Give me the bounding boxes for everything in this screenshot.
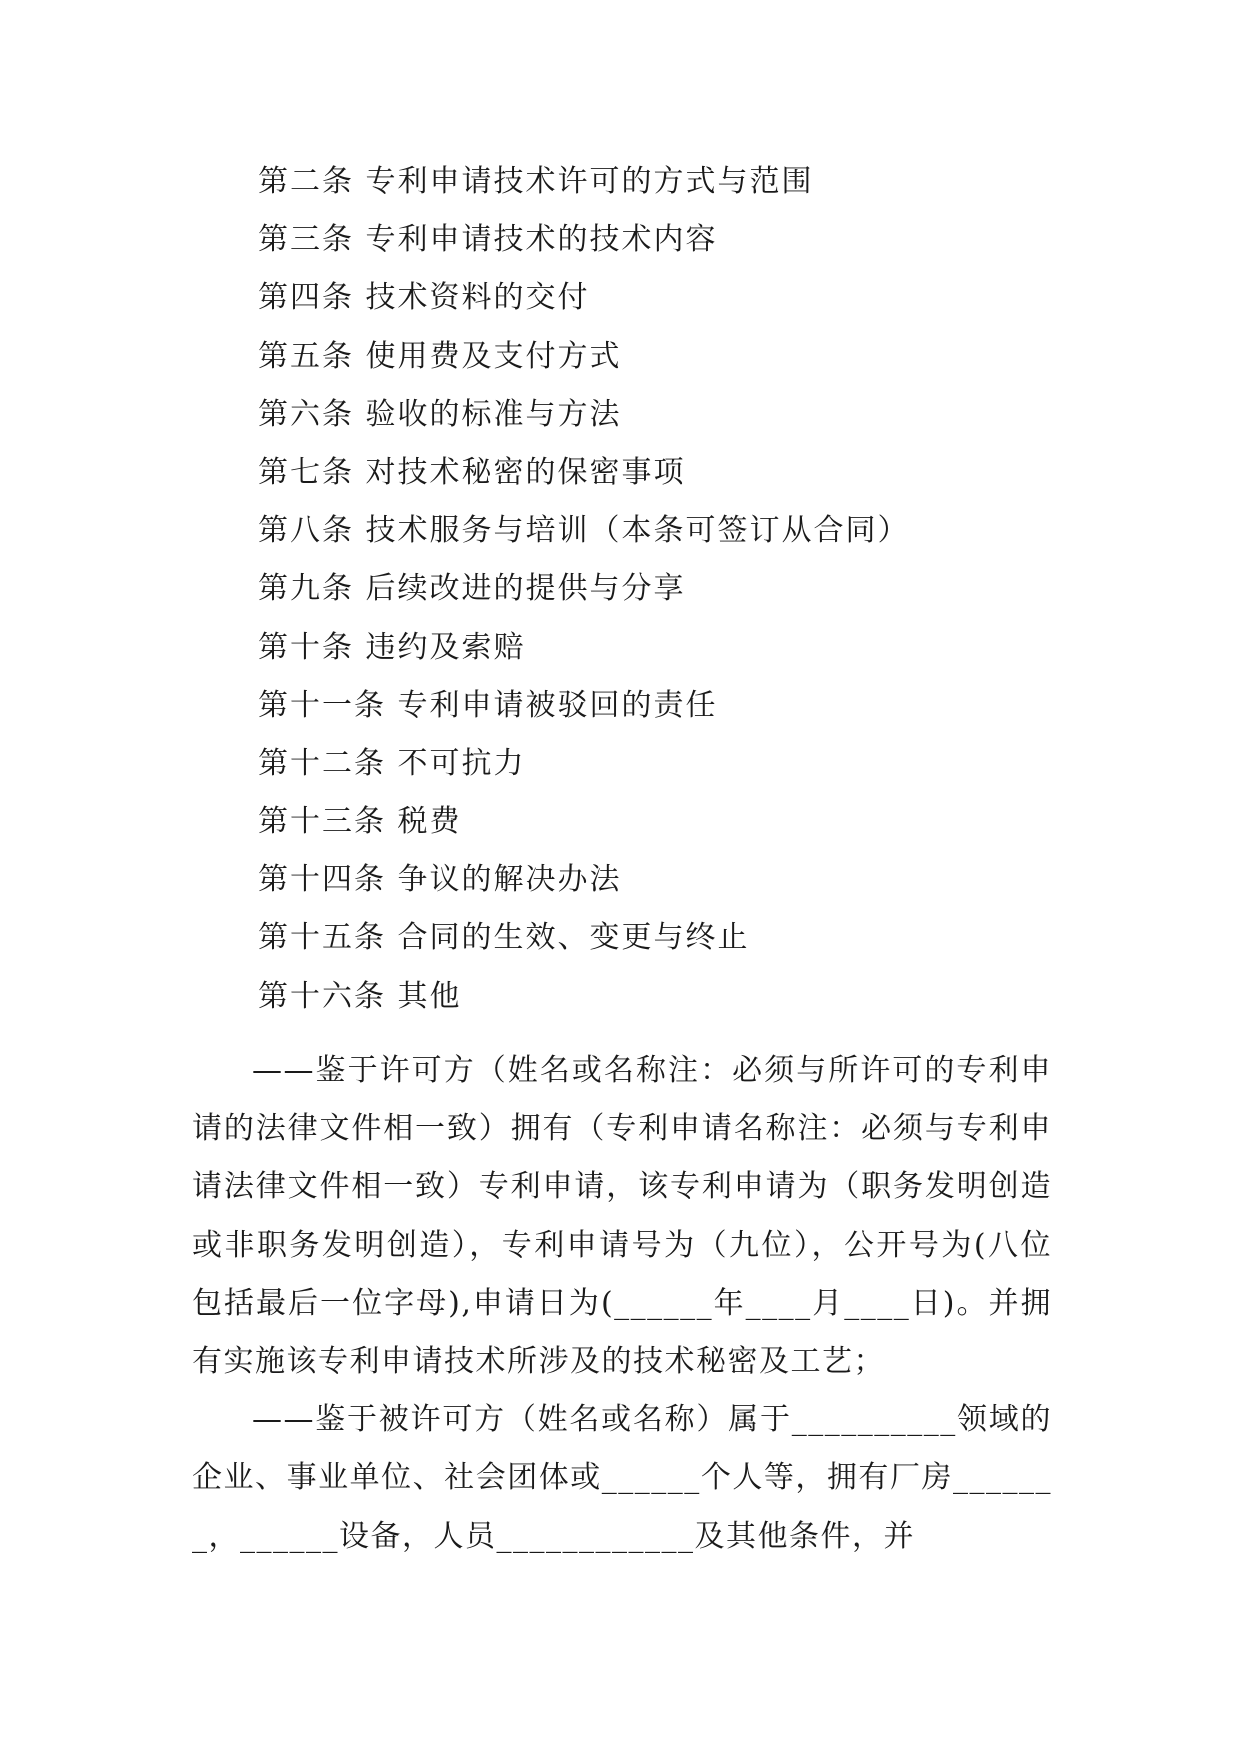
article-item: 第十三条 税费 [258, 804, 462, 840]
article-item: 第四条 技术资料的交付 [258, 280, 590, 316]
article-item: 第十一条 专利申请被驳回的责任 [258, 687, 718, 723]
article-item: 第八条 技术服务与培训（本条可签订从合同） [258, 513, 910, 549]
article-item: 第十二条 不可抗力 [258, 745, 526, 781]
article-item: 第三条 专利申请技术的技术内容 [258, 222, 718, 258]
article-item: 第九条 后续改进的提供与分享 [258, 571, 686, 607]
article-item: 第十四条 争议的解决办法 [258, 862, 622, 898]
article-item: 第十五条 合同的生效、变更与终止 [258, 920, 750, 956]
article-item: 第六条 验收的标准与方法 [258, 396, 622, 432]
licensor-paragraph: ——鉴于许可方（姓名或名称注：必须与所许可的专利申请的法律文件相一致）拥有（专利申请名称注：必须与专利申请法律文件相一致）专利申请，该专利申请为（职务发明创造或非职务发明创造），专利申请号为（九位），公开号为(八位包括最后一位字母),申请日为(______年____月____日)。并拥有实施该专利申请技术所涉及的技术秘密及工艺； [192, 1053, 1052, 1380]
article-item: 第十六条 其他 [258, 978, 462, 1014]
article-item: 第十条 违约及索赔 [258, 629, 526, 665]
body-text [192, 1042, 1052, 1566]
article-item: 第七条 对技术秘密的保密事项 [258, 454, 686, 490]
article-item: 第五条 使用费及支付方式 [258, 338, 622, 374]
article-item: 第二条 专利申请技术许可的方式与范围 [258, 164, 814, 199]
article-list [258, 162, 910, 1035]
licensee-paragraph: ——鉴于被许可方（姓名或名称）属于__________领域的企业、事业单位、社会团体或______个人等，拥有厂房_______，______设备，人员____________及其他条件，并 [192, 1402, 1052, 1554]
